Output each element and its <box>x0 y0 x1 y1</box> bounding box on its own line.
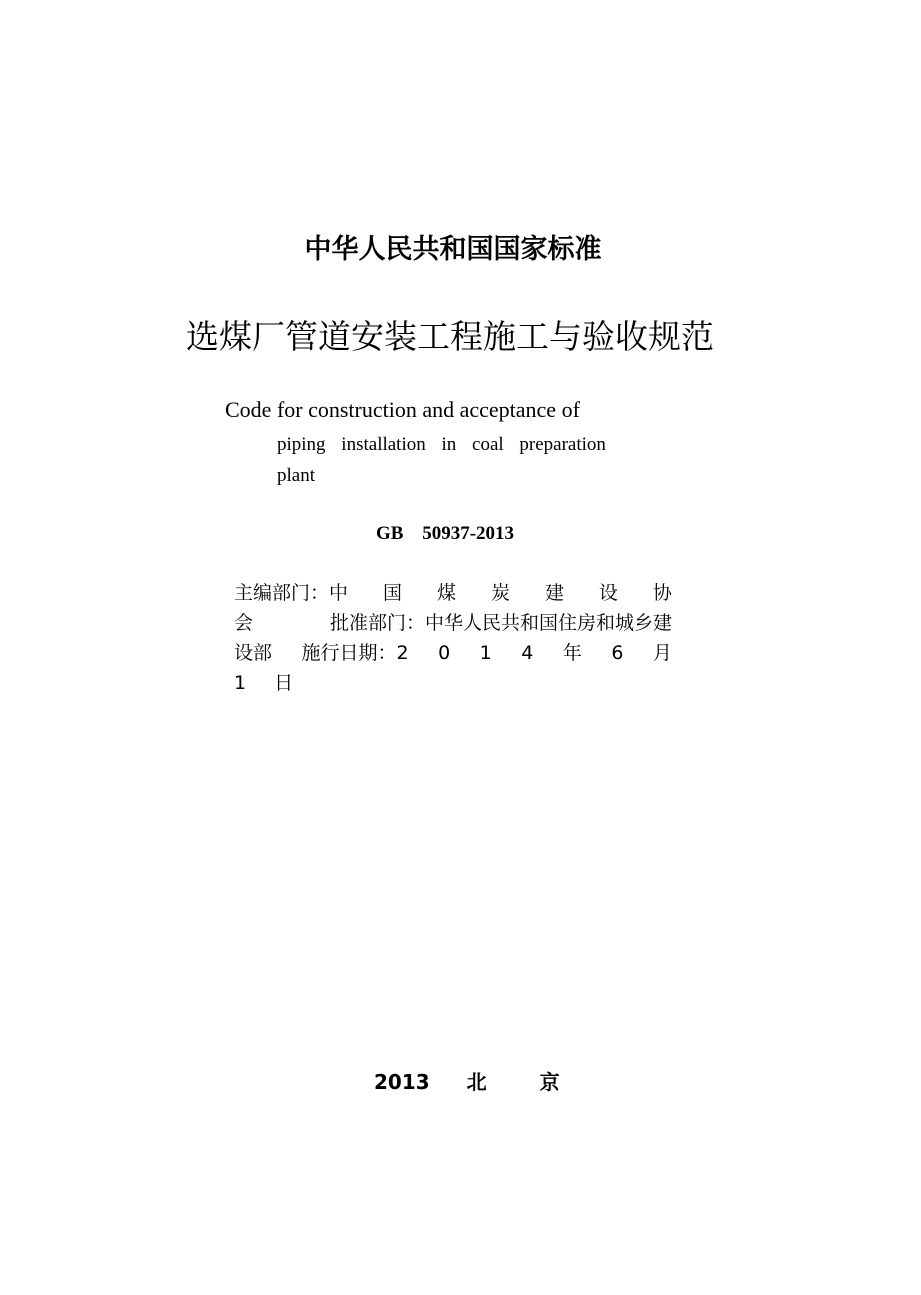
info-text: 日 <box>274 672 294 694</box>
info-line-3 <box>234 638 672 668</box>
info-text: 主编部门：中 <box>234 582 349 604</box>
info-text: 建 <box>544 582 564 604</box>
info-text: 批准部门：中华人民共和国住房和城乡建 <box>329 612 672 634</box>
title-english-line1: Code for construction and acceptance of <box>225 397 580 422</box>
info-text: 会 <box>234 612 254 634</box>
info-text: 4 <box>521 642 534 664</box>
info-text: 协 <box>652 582 672 604</box>
info-text: 煤 <box>436 582 456 604</box>
info-text: 年 <box>562 642 582 664</box>
publication-year: 2013 <box>374 1070 430 1094</box>
info-text: 国 <box>382 582 402 604</box>
standard-category: 中华人民共和国国家标准 <box>304 234 602 265</box>
publication-city: 京 <box>539 1070 560 1094</box>
info-line-2 <box>234 608 672 638</box>
standard-number: GB 50937-2013 <box>376 523 515 544</box>
info-text: 6 <box>611 642 624 664</box>
title-english-line2: piping installation in coal preparation <box>277 434 606 455</box>
info-text: 0 <box>438 642 451 664</box>
info-text: 设 <box>598 582 618 604</box>
info-text: 炭 <box>490 582 510 604</box>
publication-city: 北 <box>466 1070 487 1094</box>
publication-footer <box>374 1068 560 1096</box>
info-line-4 <box>234 668 672 698</box>
title-chinese: 选煤厂管道安装工程施工与验收规范 <box>186 317 714 356</box>
info-text: 月 <box>652 642 672 664</box>
info-text: 设部 <box>234 642 273 664</box>
info-text: 1 <box>234 672 247 694</box>
info-line-1 <box>234 578 672 608</box>
info-text: 施行日期：2 <box>301 642 409 664</box>
info-text: 1 <box>479 642 492 664</box>
title-english-line3: plant <box>277 465 315 486</box>
